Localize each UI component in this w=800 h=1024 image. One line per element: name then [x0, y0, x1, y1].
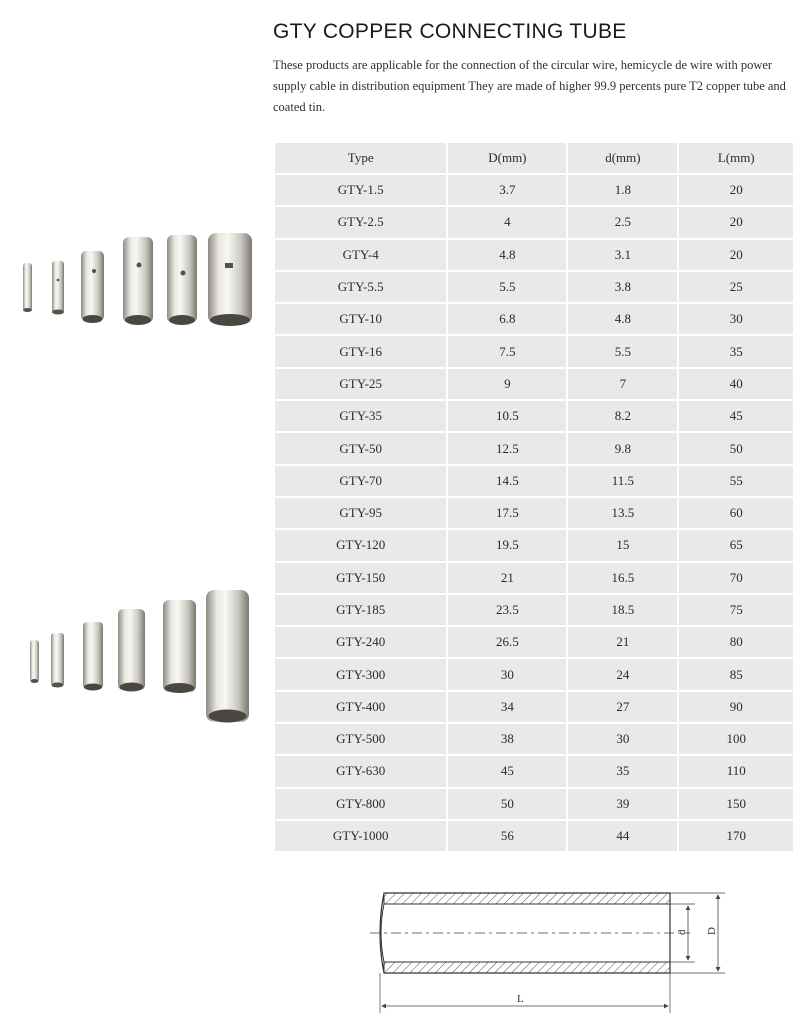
- table-row: [275, 466, 793, 498]
- cell-type: GTY-500: [275, 724, 446, 756]
- tube-1: [30, 640, 39, 683]
- cell-type: GTY-150: [275, 563, 446, 595]
- cell-type: GTY-70: [275, 466, 446, 498]
- cell-inner-diameter: 3.1: [568, 240, 677, 272]
- cell-length: 110: [679, 756, 793, 788]
- tube-4: [123, 237, 153, 325]
- cell-outer-diameter: 3.7: [448, 175, 566, 207]
- table-row: [275, 821, 793, 853]
- table-row: [275, 724, 793, 756]
- cell-inner-diameter: 18.5: [568, 595, 677, 627]
- header-outer-diameter: D(mm): [448, 143, 566, 175]
- tube-6: [208, 233, 252, 326]
- label-inner-diameter: d: [676, 929, 688, 935]
- table-row: [275, 433, 793, 465]
- cell-length: 150: [679, 789, 793, 821]
- cell-type: GTY-1.5: [275, 175, 446, 207]
- cell-type: GTY-800: [275, 789, 446, 821]
- cell-inner-diameter: 15: [568, 530, 677, 562]
- cell-inner-diameter: 27: [568, 692, 677, 724]
- cell-type: GTY-4: [275, 240, 446, 272]
- cell-outer-diameter: 7.5: [448, 336, 566, 368]
- cell-outer-diameter: 9: [448, 369, 566, 401]
- table-header-row: [275, 143, 793, 175]
- header-inner-diameter: d(mm): [568, 143, 677, 175]
- cell-inner-diameter: 4.8: [568, 304, 677, 336]
- tube-dimension-diagram: [370, 885, 730, 1015]
- tube-3: [81, 251, 104, 323]
- cell-outer-diameter: 23.5: [448, 595, 566, 627]
- table-row: [275, 240, 793, 272]
- cell-type: GTY-630: [275, 756, 446, 788]
- cell-outer-diameter: 21: [448, 563, 566, 595]
- cell-type: GTY-95: [275, 498, 446, 530]
- cell-outer-diameter: 17.5: [448, 498, 566, 530]
- cell-inner-diameter: 1.8: [568, 175, 677, 207]
- cell-type: GTY-50: [275, 433, 446, 465]
- table-row: [275, 336, 793, 368]
- cell-outer-diameter: 30: [448, 659, 566, 691]
- table-row: [275, 756, 793, 788]
- cell-outer-diameter: 4.8: [448, 240, 566, 272]
- tube-4: [118, 609, 145, 692]
- product-photo-plain: [15, 585, 265, 725]
- cell-inner-diameter: 3.8: [568, 272, 677, 304]
- cell-type: GTY-120: [275, 530, 446, 562]
- cell-length: 50: [679, 433, 793, 465]
- cell-outer-diameter: 26.5: [448, 627, 566, 659]
- cell-length: 40: [679, 369, 793, 401]
- cell-inner-diameter: 39: [568, 789, 677, 821]
- spec-table: [273, 143, 795, 853]
- cell-length: 90: [679, 692, 793, 724]
- tube-2: [52, 261, 64, 315]
- tube-6: [206, 590, 249, 723]
- cell-length: 170: [679, 821, 793, 853]
- table-row: [275, 369, 793, 401]
- cell-outer-diameter: 34: [448, 692, 566, 724]
- cell-outer-diameter: 4: [448, 207, 566, 239]
- table-row: [275, 789, 793, 821]
- cell-length: 20: [679, 240, 793, 272]
- cell-outer-diameter: 56: [448, 821, 566, 853]
- tube-5: [167, 235, 197, 325]
- cell-type: GTY-400: [275, 692, 446, 724]
- cell-length: 35: [679, 336, 793, 368]
- table-row: [275, 498, 793, 530]
- cell-outer-diameter: 12.5: [448, 433, 566, 465]
- bottom-wall: [384, 962, 670, 973]
- cell-outer-diameter: 10.5: [448, 401, 566, 433]
- table-row: [275, 207, 793, 239]
- table-row: [275, 530, 793, 562]
- table-row: [275, 272, 793, 304]
- cell-type: GTY-2.5: [275, 207, 446, 239]
- cell-type: GTY-35: [275, 401, 446, 433]
- cell-outer-diameter: 38: [448, 724, 566, 756]
- cell-outer-diameter: 5.5: [448, 272, 566, 304]
- tube-1: [23, 263, 32, 312]
- page-title: GTY COPPER CONNECTING TUBE: [273, 20, 627, 43]
- cell-inner-diameter: 24: [568, 659, 677, 691]
- cell-inner-diameter: 44: [568, 821, 677, 853]
- cell-length: 75: [679, 595, 793, 627]
- cell-outer-diameter: 50: [448, 789, 566, 821]
- table-row: [275, 595, 793, 627]
- table-row: [275, 401, 793, 433]
- cell-inner-diameter: 16.5: [568, 563, 677, 595]
- cell-inner-diameter: 9.8: [568, 433, 677, 465]
- tube-3: [83, 622, 103, 691]
- product-photo-with-holes: [15, 225, 265, 330]
- table-row: [275, 175, 793, 207]
- cell-type: GTY-1000: [275, 821, 446, 853]
- tube-2: [51, 633, 64, 688]
- cell-inner-diameter: 35: [568, 756, 677, 788]
- top-wall: [384, 893, 670, 904]
- cell-outer-diameter: 45: [448, 756, 566, 788]
- cell-type: GTY-5.5: [275, 272, 446, 304]
- cell-length: 45: [679, 401, 793, 433]
- cell-type: GTY-185: [275, 595, 446, 627]
- cell-outer-diameter: 19.5: [448, 530, 566, 562]
- product-description: These products are applicable for the connection of the circular wire, hemicycle de wire with power supply cable in distribution equipment They are made of higher 99.9 percents pure T2 copper tube and coated tin.: [273, 58, 786, 114]
- header-type: Type: [275, 143, 446, 175]
- cell-length: 20: [679, 175, 793, 207]
- table-row: [275, 627, 793, 659]
- header-length: L(mm): [679, 143, 793, 175]
- table-row: [275, 304, 793, 336]
- label-length: L: [517, 993, 524, 1005]
- cell-length: 20: [679, 207, 793, 239]
- table-row: [275, 563, 793, 595]
- cell-type: GTY-240: [275, 627, 446, 659]
- cell-inner-diameter: 5.5: [568, 336, 677, 368]
- cell-length: 55: [679, 466, 793, 498]
- cell-length: 25: [679, 272, 793, 304]
- cell-type: GTY-10: [275, 304, 446, 336]
- cell-length: 70: [679, 563, 793, 595]
- cell-type: GTY-300: [275, 659, 446, 691]
- cell-outer-diameter: 14.5: [448, 466, 566, 498]
- cell-length: 80: [679, 627, 793, 659]
- cell-inner-diameter: 13.5: [568, 498, 677, 530]
- cell-inner-diameter: 21: [568, 627, 677, 659]
- cell-length: 100: [679, 724, 793, 756]
- cell-outer-diameter: 6.8: [448, 304, 566, 336]
- cell-inner-diameter: 30: [568, 724, 677, 756]
- cell-type: GTY-25: [275, 369, 446, 401]
- cell-inner-diameter: 7: [568, 369, 677, 401]
- cell-type: GTY-16: [275, 336, 446, 368]
- cell-inner-diameter: 8.2: [568, 401, 677, 433]
- table-row: [275, 659, 793, 691]
- cell-length: 65: [679, 530, 793, 562]
- cell-inner-diameter: 2.5: [568, 207, 677, 239]
- cell-length: 30: [679, 304, 793, 336]
- cell-inner-diameter: 11.5: [568, 466, 677, 498]
- tube-5: [163, 600, 196, 693]
- table-row: [275, 692, 793, 724]
- cell-length: 85: [679, 659, 793, 691]
- label-outer-diameter: D: [706, 927, 718, 935]
- cell-length: 60: [679, 498, 793, 530]
